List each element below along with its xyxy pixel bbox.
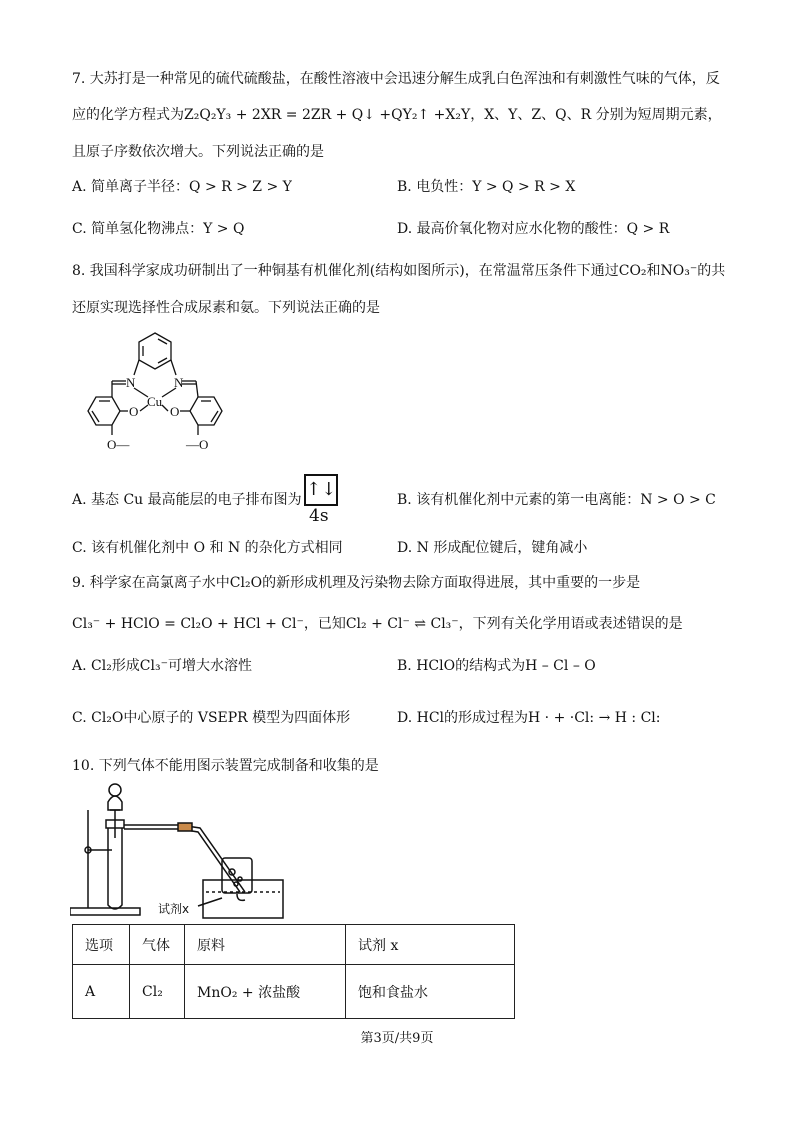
q7-option-d: D. 最高价氧化物对应水化物的酸性：Q > R	[397, 221, 670, 237]
options-table	[72, 924, 515, 1019]
q8-option-c: C. 该有机催化剂中 O 和 N 的杂化方式相同	[72, 540, 343, 556]
q9-option-a: A. Cl₂形成Cl₃⁻可增大水溶性	[72, 658, 253, 674]
table-header-cell: 气体	[130, 925, 185, 965]
q7-option-a: A. 简单离子半径：Q > R > Z > Y	[72, 179, 292, 195]
page-footer: 第3页/共9页	[360, 1031, 434, 1046]
q7-option-b: B. 电负性：Y > Q > R > X	[397, 179, 576, 195]
struct-o-right: O	[170, 404, 180, 419]
q8-line2: 还原实现选择性合成尿素和氨。下列说法正确的是	[72, 300, 380, 316]
q7-line1: 7. 大苏打是一种常见的硫代硫酸盐，在酸性溶液中会迅速分解生成乳白色浑浊和有刺激性气味的气体，反	[72, 71, 720, 87]
q8-option-d: D. N 形成配位键后，键角减小	[397, 540, 588, 556]
struct-methoxy-right: —O	[186, 437, 209, 452]
q9-line1: 9. 科学家在高氯离子水中Cl₂O的新形成机理及污染物去除方面取得进展，其中重要的一步是	[72, 575, 641, 591]
q9-option-c: C. Cl₂O中心原子的 VSEPR 模型为四面体形	[72, 710, 351, 726]
q10-line1: 10. 下列气体不能用图示装置完成制备和收集的是	[72, 758, 379, 774]
q8-option-a-text: A. 基态 Cu 最高能层的电子排布图为	[72, 492, 302, 508]
table-cell: Cl₂	[130, 965, 185, 1019]
struct-n-left: N	[126, 375, 136, 390]
struct-methoxy-left: O—	[107, 437, 130, 452]
struct-o-left: O	[129, 404, 139, 419]
q9-line2: Cl₃⁻ + HClO = Cl₂O + HCl + Cl⁻，已知Cl₂ + Cl⁻ ⇌ Cl₃⁻，下列有关化学用语或表述错误的是	[72, 616, 683, 632]
table-cell: A	[73, 965, 130, 1019]
q9-option-b: B. HClO的结构式为H – Cl – O	[397, 658, 596, 674]
copper-catalyst-structure	[70, 325, 240, 465]
table-cell: 饱和食盐水	[346, 965, 515, 1019]
q8-line1: 8. 我国科学家成功研制出了一种铜基有机催化剂(结构如图所示)，在常温常压条件下通过CO₂和NO₃⁻的共	[72, 263, 726, 279]
table-cell: MnO₂ + 浓盐酸	[185, 965, 346, 1019]
table-header-cell: 选项	[73, 925, 130, 965]
table-header-row	[73, 925, 515, 965]
orbital-arrows: ↑↓	[304, 474, 338, 506]
q8-option-b: B. 该有机催化剂中元素的第一电离能：N > O > C	[397, 492, 716, 508]
q7-line3: 且原子序数依次增大。下列说法正确的是	[72, 144, 324, 160]
table-header-cell: 试剂 x	[346, 925, 515, 965]
table-header-cell: 原料	[185, 925, 346, 965]
orbital-label: 4s	[309, 506, 329, 526]
q7-line2: 应的化学方程式为Z₂Q₂Y₃ + 2XR = 2ZR + Q↓ +QY₂↑ +X₂Y，X、Y、Z、Q、R 分别为短周期元素，	[72, 107, 722, 123]
table-row	[73, 965, 515, 1019]
q8-option-a	[72, 489, 302, 509]
struct-n-right: N	[174, 375, 184, 390]
q7-option-c: C. 简单氢化物沸点：Y > Q	[72, 221, 245, 237]
reagent-x-label: 试剂x	[158, 902, 190, 916]
orbital-box	[304, 474, 338, 506]
q9-option-d: D. HCl的形成过程为H · + ·Cl: → H : Cl:	[397, 710, 661, 726]
struct-cu: Cu	[147, 394, 163, 409]
gas-apparatus-diagram	[70, 780, 430, 920]
